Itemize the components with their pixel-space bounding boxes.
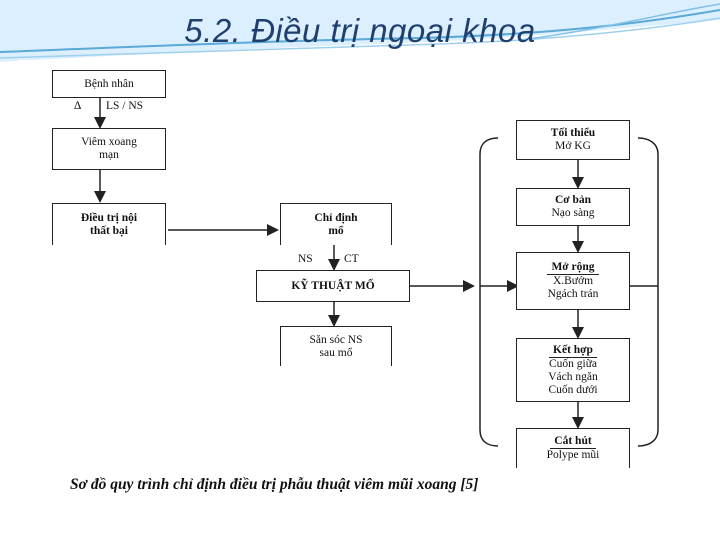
combined-line-4: Cuốn dưới — [548, 383, 598, 396]
combined-line-3: Vách ngăn — [548, 370, 598, 383]
basic-box — [516, 188, 630, 226]
minimal-line-1: Tối thiểu — [550, 127, 596, 139]
indication-box — [280, 203, 392, 245]
sinusitis-line-2: mạn — [99, 149, 119, 161]
indication-line-1: Chỉ định — [314, 211, 358, 224]
technique-label: KỸ THUẬT MỔ — [291, 279, 375, 292]
excision-box — [516, 428, 630, 468]
slide-title: 5.2. Điều trị ngoại khoa — [184, 12, 536, 49]
indication-line-2: mổ — [328, 224, 344, 237]
combined-line-1: Kết hợp — [549, 344, 597, 358]
sinusitis-line-1: Viêm xoang — [81, 136, 137, 148]
diagram-panel — [18, 60, 700, 512]
postop-box — [280, 326, 392, 366]
medical-failure-line-2: thất bại — [89, 224, 129, 237]
basic-line-2: Nạo sàng — [551, 207, 595, 219]
sinusitis-box — [52, 128, 166, 170]
ns-label: NS — [298, 253, 313, 265]
extended-line-1: Mở rộng — [547, 261, 598, 275]
medical-failure-line-1: Điều trị nội — [80, 211, 138, 224]
ls-ns-label: LS / NS — [106, 100, 144, 112]
ct-label: CT — [344, 253, 359, 265]
patient-box — [52, 70, 166, 98]
technique-box — [256, 270, 410, 302]
postop-line-1: Săn sóc NS — [309, 333, 363, 346]
excision-line-2: Polype mũi — [546, 449, 600, 461]
extended-line-2: X.Bướm — [552, 275, 594, 287]
minimal-box — [516, 120, 630, 160]
triangle-label: ∆ — [74, 100, 82, 112]
patient-label: Bệnh nhân — [84, 77, 134, 90]
excision-line-1: Cắt hút — [550, 435, 595, 449]
combined-line-2: Cuốn giữa — [548, 357, 598, 370]
extended-line-3: Ngách trán — [547, 288, 599, 300]
postop-line-2: sau mổ — [319, 346, 353, 359]
diagram-caption: Sơ đồ quy trình chỉ định điều trị phẫu thuật viêm mũi xoang [5] — [70, 476, 479, 493]
basic-line-1: Cơ bản — [554, 194, 592, 206]
extended-box — [516, 252, 630, 310]
combined-box — [516, 338, 630, 402]
medical-failure-box — [52, 203, 166, 245]
minimal-line-2: Mở KG — [555, 140, 591, 152]
